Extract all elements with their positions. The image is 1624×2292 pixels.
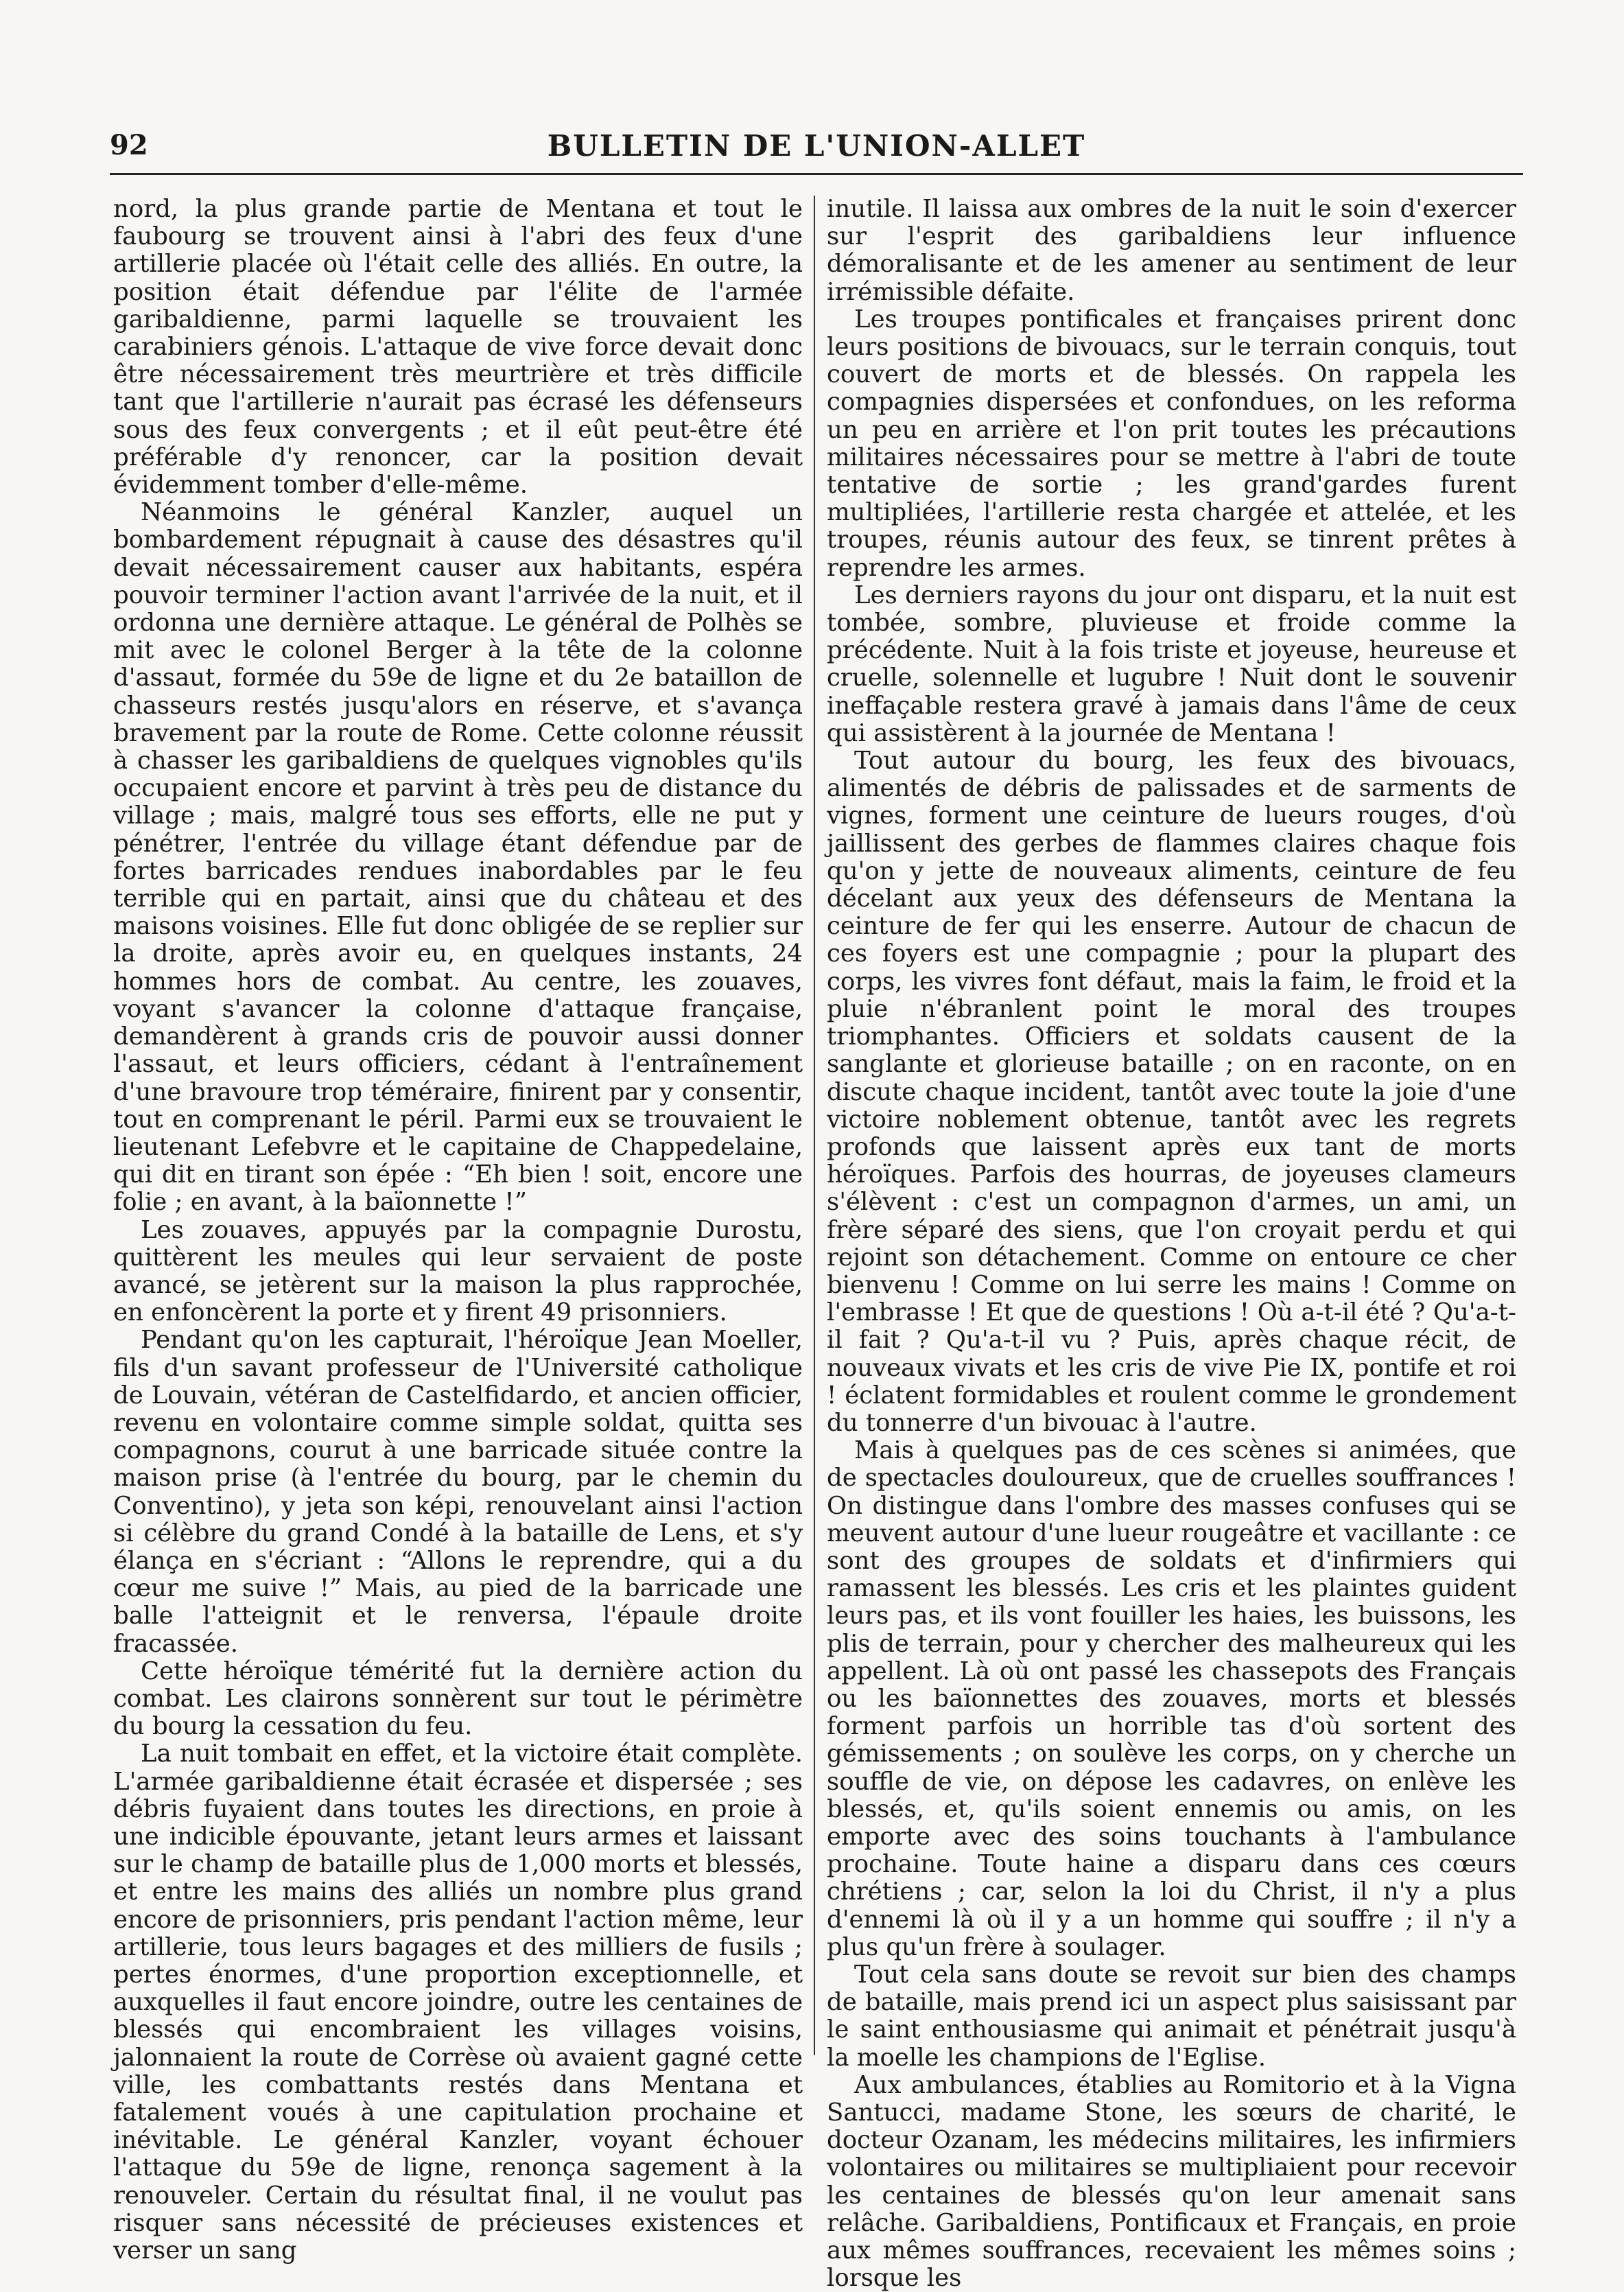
paragraph: La nuit tombait en effet, et la victoire était complète. L'armée garibaldienne était écrasée et dispersée ; ses débris fuyaient dans toutes les directions, en proie à une indicible épouvante, jetant leurs armes et laissant sur le champ de bataille plus de 1,000 morts et blessés, et entre les mains des alliés un nombre plus grand encore de prisonniers, pris pendant l'action même, leur artillerie, tous leurs bagages et des milliers de fusils ; pertes énormes, d'une proportion exceptionnelle, et auxquelles il faut encore joindre, outre les centaines de blessés qui encombraient les villages voisins, jalonnaient la route de Corrèse où avaient gagné cette ville, les combattants restés dans Mentana et fatalement voués à une capitulation prochaine et inévitable. Le général Kanzler, voyant échouer l'attaque du 59e de ligne, renonça sagement à la renouveler. Certain du résultat final, il ne voulut pas risquer sans nécessité de précieuses existences et verser un sang <box>113 1740 803 2265</box>
right-column <box>827 195 1516 2292</box>
paragraph: inutile. Il laissa aux ombres de la nuit le soin d'exercer sur l'esprit des garibaldiens leur influence démoralisante et de les amener au sentiment de leur irrémissible défaite. <box>827 195 1516 306</box>
page-number: 92 <box>110 129 148 161</box>
paragraph: Pendant qu'on les capturait, l'héroïque Jean Moeller, fils d'un savant professeur de l'Université catholique de Louvain, vétéran de Castelfidardo, et ancien officier, revenu en volontaire comme simple soldat, quitta ses compagnons, courut à une barricade située contre la maison prise (à l'entrée du bourg, par le chemin du Conventino), y jeta son képi, renouvelant ainsi l'action si célèbre du grand Condé à la bataille de Lens, et s'y élança en s'écriant : “Allons le reprendre, qui a du cœur me suive !” Mais, au pied de la barricade une balle l'atteignit et le renversa, l'épaule droite fracassée. <box>113 1326 803 1658</box>
paragraph: Néanmoins le général Kanzler, auquel un bombardement répugnait à cause des désastres qu'il devait nécessairement causer aux habitants, espéra pouvoir terminer l'action avant l'arrivée de la nuit, et il ordonna une dernière attaque. Le général de Polhès se mit avec le colonel Berger à la tête de la colonne d'assaut, formée du 59e de ligne et du 2e bataillon de chasseurs restés jusqu'alors en réserve, et s'avança bravement par la route de Rome. Cette colonne réussit à chasser les garibaldiens de quelques vignobles qu'ils occupaient encore et parvint à très peu de distance du village ; mais, malgré tous ses efforts, elle ne put y pénétrer, l'entrée du village étant défendue par de fortes barricades rendues inabordables par le feu terrible qui en partait, ainsi que du château et des maisons voisines. Elle fut donc obligée de se replier sur la droite, après avoir eu, en quelques instants, 24 hommes hors de combat. Au centre, les zouaves, voyant s'avancer la colonne d'attaque française, demandèrent à grands cris de pouvoir aussi donner l'assaut, et leurs officiers, cédant à l'entraînement d'une bravoure trop téméraire, finirent par y consentir, tout en comprenant le péril. Parmi eux se trouvaient le lieutenant Lefebvre et le capitaine de Chappedelaine, qui dit en tirant son épée : “Eh bien ! soit, encore une folie ; en avant, à la baïonnette !” <box>113 498 803 1217</box>
paragraph: Tout autour du bourg, les feux des bivouacs, alimentés de débris de palissades et de sarments de vignes, forment une ceinture de lueurs rouges, d'où jaillissent des gerbes de flammes claires chaque fois qu'on y jette de nouveaux aliments, ceinture de feu décelant aux yeux des défenseurs de Mentana la ceinture de fer qui les enserre. Autour de chacun de ces foyers est une compagnie ; pour la plupart des corps, les vivres font défaut, mais la faim, le froid et la pluie n'ébranlent point le moral des troupes triomphantes. Officiers et soldats causent de la sanglante et glorieuse bataille ; on en raconte, on en discute chaque incident, tantôt avec toute la joie d'une victoire noblement obtenue, tantôt avec les regrets profonds que laissent après eux tant de morts héroïques. Parfois des hourras, de joyeuses clameurs s'élèvent : c'est un compagnon d'armes, un ami, un frère séparé des siens, que l'on croyait perdu et qui rejoint son détachement. Comme on entoure ce cher bienvenu ! Comme on lui serre les mains ! Comme on l'embrasse ! Et que de questions ! Où a-t-il été ? Qu'a-t-il fait ? Qu'a-t-il vu ? Puis, après chaque récit, de nouveaux vivats et les cris de vive Pie IX, pontife et roi ! éclatent formidables et roulent comme le grondement du tonnerre d'un bivouac à l'autre. <box>827 747 1516 1437</box>
paragraph: Aux ambulances, établies au Romitorio et à la Vigna Santucci, madame Stone, les sœurs de charité, le docteur Ozanam, les médecins militaires, les infirmiers volontaires ou militaires se multipliaient pour recevoir les centaines de blessés qu'on leur amenait sans relâche. Garibaldiens, Pontificaux et Français, en proie aux mêmes souffrances, recevaient les mêmes soins ; lorsque les <box>827 2070 1516 2292</box>
header-rule <box>110 173 1523 175</box>
column-divider <box>814 196 815 2055</box>
paragraph: Mais à quelques pas de ces scènes si animées, que de spectacles douloureux, que de cruelles souffrances ! On distingue dans l'ombre des masses confuses qui se meuvent autour d'une lueur rougeâtre et vacillante : ce sont des groupes de soldats et d'infirmiers qui ramassent les blessés. Les cris et les plaintes guident leurs pas, et ils vont fouiller les haies, les buissons, les plis de terrain, pour y chercher des malheureux qui les appellent. Là où ont passé les chassepots des Français ou les baïonnettes des zouaves, morts et blessés forment parfois un horrible tas d'où sortent des gémissements ; on soulève les corps, on y cherche un souffle de vie, on dépose les cadavres, on enlève les blessés, et, qu'ils soient ennemis ou amis, on les emporte avec des soins touchants à l'ambulance prochaine. Toute haine a disparu dans ces cœurs chrétiens ; car, selon la loi du Christ, il n'y a plus d'ennemi là où il y a un homme qui souffre ; il n'y a plus qu'un frère à soulager. <box>827 1436 1516 1961</box>
paragraph: Les zouaves, appuyés par la compagnie Durostu, quittèrent les meules qui leur servaient de poste avancé, se jetèrent sur la maison la plus rapprochée, en enfoncèrent la porte et y firent 49 prisonniers. <box>113 1215 803 1327</box>
running-title: BULLETIN DE L'UNION-ALLET <box>547 129 1086 163</box>
paragraph: nord, la plus grande partie de Mentana et tout le faubourg se trouvent ainsi à l'abri des feux d'une artillerie placée où l'était celle des alliés. En outre, la position était défendue par l'élite de l'armée garibaldienne, parmi laquelle se trouvaient les carabiniers génois. L'attaque de vive force devait donc être nécessairement très meurtrière et très difficile tant que l'artillerie n'aurait pas écrasé les défenseurs sous des feux convergents ; et il eût peut-être été préférable d'y renoncer, car la position devait évidemment tomber d'elle-même. <box>113 195 803 500</box>
left-column <box>113 195 803 2265</box>
paragraph: Cette héroïque témérité fut la dernière action du combat. Les clairons sonnèrent sur tout le périmètre du bourg la cessation du feu. <box>113 1657 803 1741</box>
page-header <box>110 129 1523 170</box>
paragraph: Les derniers rayons du jour ont disparu, et la nuit est tombée, sombre, pluvieuse et froide comme la précédente. Nuit à la fois triste et joyeuse, heureuse et cruelle, solennelle et lugubre ! Nuit dont le souvenir ineffaçable restera gravé à jamais dans l'âme de ceux qui assistèrent à la journée de Mentana ! <box>827 581 1516 747</box>
paragraph: Les troupes pontificales et françaises prirent donc leurs positions de bivouacs, sur le terrain conquis, tout couvert de morts et de blessés. On rappela les compagnies dispersées et confondues, on les reforma un peu en arrière et l'on prit toutes les précautions militaires nécessaires pour se mettre à l'abri de toute tentative de sortie ; les grand'gardes furent multipliées, l'artillerie resta chargée et attelée, et les troupes, réunis autour des feux, se tinrent prêtes à reprendre les armes. <box>827 305 1516 582</box>
paragraph: Tout cela sans doute se revoit sur bien des champs de bataille, mais prend ici un aspect plus saisissant par le saint enthousiasme qui animait et pénétrait jusqu'à la moelle les champions de l'Eglise. <box>827 1961 1516 2072</box>
